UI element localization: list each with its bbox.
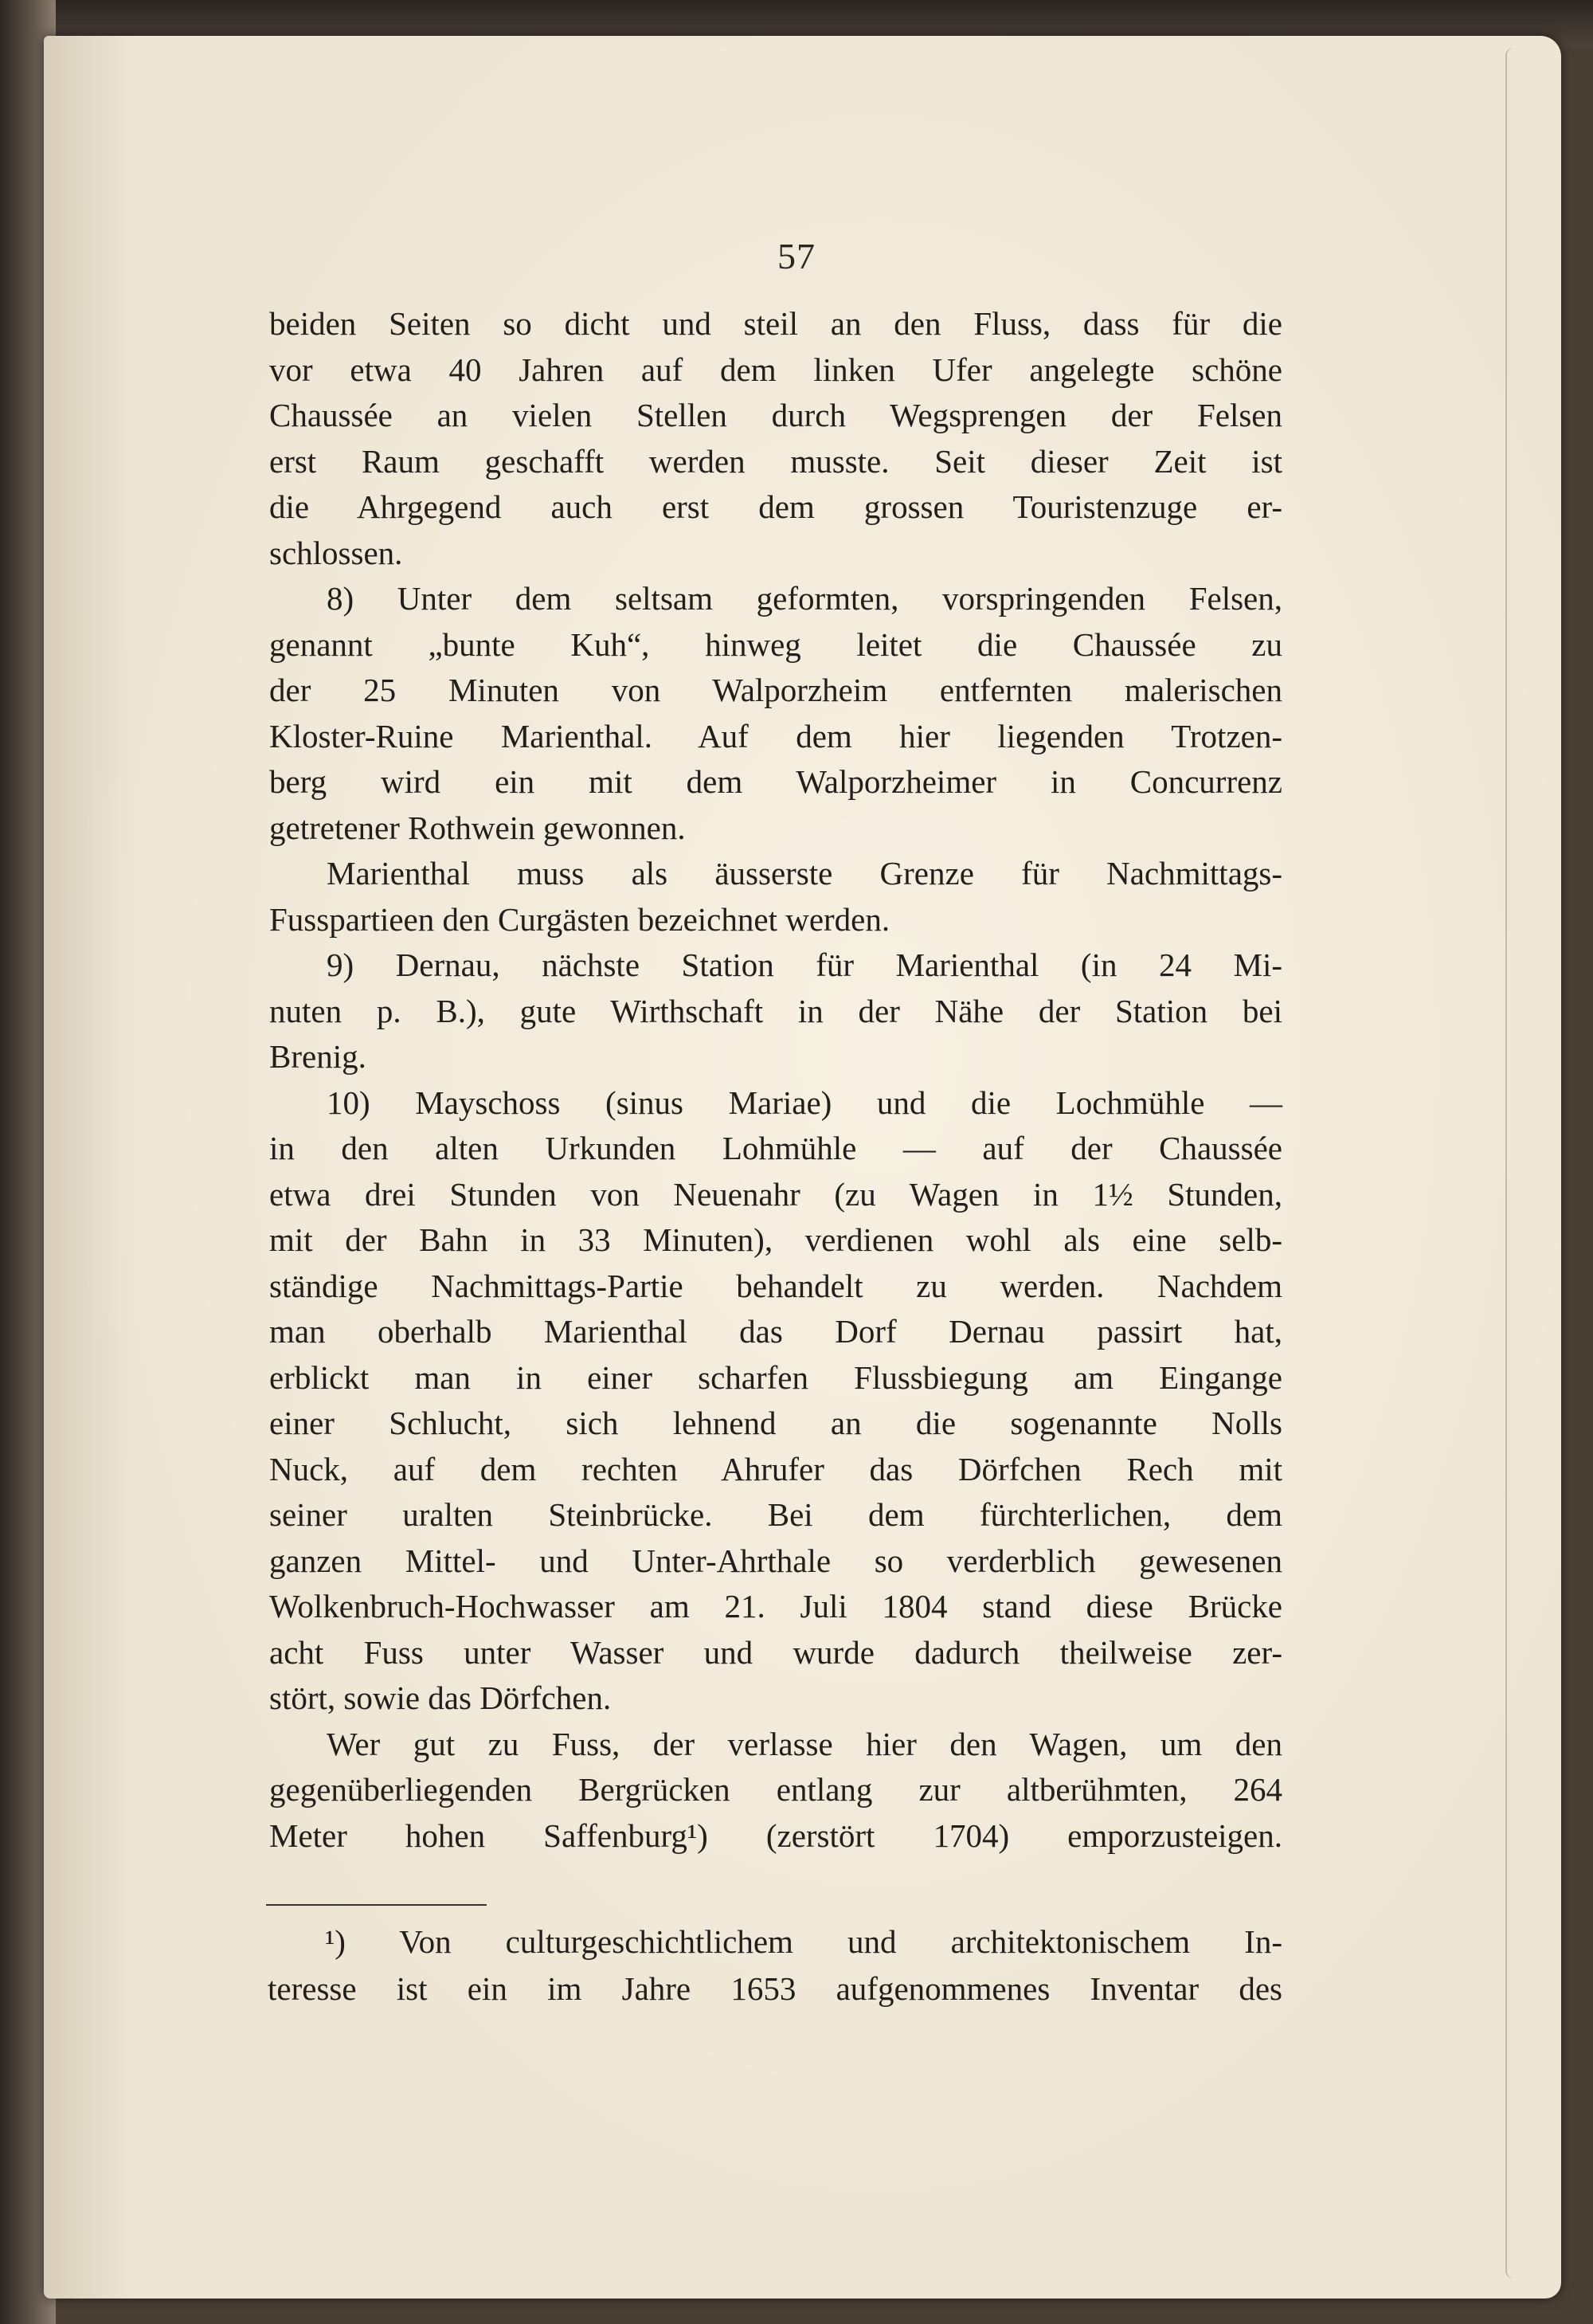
text-line: etwa drei Stunden von Neuenahr (zu Wagen in 1½ Stunden, [269, 1175, 1282, 1213]
text-line: erst Raum geschafft werden musste. Seit dieser Zeit ist [269, 442, 1282, 480]
text-line: acht Fuss unter Wasser und wurde dadurch theilweise zer- [269, 1633, 1282, 1671]
text-line: Kloster-Ruine Marienthal. Auf dem hier liegenden Trotzen- [269, 717, 1282, 754]
text-line: die Ahrgegend auch erst dem grossen Touristenzuge er- [269, 488, 1282, 525]
text-line: ganzen Mittel- und Unter-Ahrthale so verderblich gewesenen [269, 1542, 1282, 1579]
text-line: 9) Dernau, nächste Station für Marienthal (in 24 Mi- [327, 946, 1282, 983]
text-line: vor etwa 40 Jahren auf dem linken Ufer angelegte schöne [269, 351, 1282, 388]
text-line: berg wird ein mit dem Walporzheimer in Concurrenz [269, 763, 1282, 800]
page-number: 57 [777, 236, 816, 276]
text-line: Wolkenbruch-Hochwasser am 21. Juli 1804 stand diese Brücke [269, 1588, 1282, 1624]
text-line: nuten p. B.), gute Wirthschaft in der Nähe der Station bei [269, 992, 1282, 1029]
text-line: 8) Unter dem seltsam geformten, vorspringenden Felsen, [327, 580, 1282, 617]
body-text [269, 301, 1282, 1859]
page-edge [1505, 48, 1555, 2279]
text-line: Chaussée an vielen Stellen durch Wegsprengen der Felsen [269, 397, 1282, 433]
text-line: 10) Mayschoss (sinus Mariae) und die Lochmühle — [327, 1084, 1282, 1121]
text-line: getretener Rothwein gewonnen. [269, 809, 686, 846]
text-line: Fusspartieen den Curgästen bezeichnet werden. [269, 900, 890, 938]
text-line: der 25 Minuten von Walporzheim entfernten malerischen [269, 672, 1282, 708]
text-line: gegenüberliegenden Bergrücken entlang zur altberühmten, 264 [269, 1771, 1282, 1808]
text-line: seiner uralten Steinbrücke. Bei dem fürchterlichen, dem [269, 1496, 1282, 1533]
footnote [268, 1918, 1282, 2012]
text-line: schlossen. [269, 534, 403, 571]
text-line: ständige Nachmittags-Partie behandelt zu werden. Nachdem [269, 1267, 1282, 1304]
footnote-divider [266, 1904, 487, 1906]
text-line: Marienthal muss als äusserste Grenze für Nachmittags- [327, 855, 1282, 892]
text-line: beiden Seiten so dicht und steil an den Fluss, dass für die [269, 305, 1282, 342]
text-line: genannt „bunte Kuh“, hinweg leitet die Chaussée zu [269, 625, 1282, 663]
text-line: Nuck, auf dem rechten Ahrufer das Dörfchen Rech mit [269, 1450, 1282, 1487]
footnote-line: teresse ist ein im Jahre 1653 aufgenommenes Inventar des [268, 1970, 1282, 2007]
text-line: stört, sowie das Dörfchen. [269, 1679, 612, 1716]
footnote-line: ¹) Von culturgeschichtlichem und architektonischem In- [325, 1923, 1282, 1960]
text-line: man oberhalb Marienthal das Dorf Dernau passirt hat, [269, 1313, 1282, 1350]
text-line: in den alten Urkunden Lohmühle — auf der Chaussée [269, 1130, 1282, 1166]
text-line: Wer gut zu Fuss, der verlasse hier den Wagen, um den [327, 1725, 1282, 1762]
text-line: mit der Bahn in 33 Minuten), verdienen wohl als eine selb- [269, 1221, 1282, 1258]
text-line: erblickt man in einer scharfen Flussbiegung am Eingange [269, 1358, 1282, 1396]
text-line: einer Schlucht, sich lehnend an die sogenannte Nolls [269, 1405, 1282, 1441]
text-line: Meter hohen Saffenburg¹) (zerstört 1704) emporzusteigen. [269, 1816, 1282, 1854]
text-line: Brenig. [269, 1038, 366, 1075]
